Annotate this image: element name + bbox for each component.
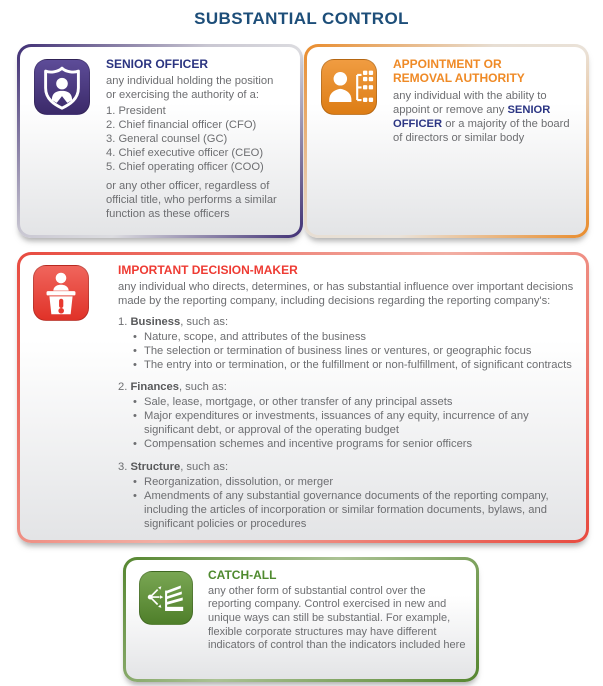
decision-section-business xyxy=(118,315,580,372)
senior-officer-intro: any individual holding the position or exercising the authority of a: xyxy=(106,74,274,101)
bullet-item: • Sale, lease, mortgage, or other transfer of any principal assets xyxy=(132,395,580,409)
bullet-item: • The entry into or termination, or the fulfillment or non-fulfillment, of significant contracts xyxy=(132,358,580,372)
list-item: Chief financial officer (CFO) xyxy=(118,118,257,131)
page-title: SUBSTANTIAL CONTROL xyxy=(194,9,409,28)
bullet-item: • Major expenditures or investments, issuances of any equity, incurrence of any significant debt, or approval of the operating budget xyxy=(132,409,574,437)
catch-all-body: any other form of substantial control over the reporting company. Control exercised in new and unique ways can still be substantial. For example, flexible corporate structures may have different indicators of control than the indicators included here xyxy=(208,584,466,652)
podium-alert-icon xyxy=(33,265,89,321)
list-item: President xyxy=(118,104,166,117)
catch-all-card xyxy=(123,557,479,682)
section-label: Finances xyxy=(130,381,179,394)
bullet-item: • The selection or termination of business lines or ventures, or geographic focus xyxy=(132,344,580,358)
appointment-removal-card xyxy=(304,44,589,238)
section-suffix: , such as: xyxy=(178,381,227,394)
list-item: Chief executive officer (CEO) xyxy=(118,147,264,160)
decision-sections xyxy=(118,315,580,531)
shield-person-icon xyxy=(34,59,90,115)
senior-officer-list xyxy=(106,104,288,175)
section-suffix: , such as: xyxy=(180,315,229,328)
section-suffix: , such as: xyxy=(180,460,229,473)
decision-section-structure xyxy=(118,460,580,531)
senior-officer-footer: or any other officer, regardless of official title, who performs a similar function as these officers xyxy=(106,180,277,221)
senior-officer-card xyxy=(17,44,303,238)
catch-all-heading: CATCH-ALL xyxy=(208,568,277,582)
network-building-icon xyxy=(139,571,193,625)
senior-officer-heading: SENIOR OFFICER xyxy=(106,57,209,71)
decision-maker-intro: any individual who directs, determines, or has substantial influence over important decisions made by the reporting company, including decisions regarding the reporting company's: xyxy=(118,280,574,307)
decision-maker-heading: IMPORTANT DECISION-MAKER xyxy=(118,263,298,277)
senior-officer-reference: SENIOR OFFICER xyxy=(393,103,551,130)
section-label: Business xyxy=(130,315,181,328)
appointment-body xyxy=(393,89,573,145)
list-item: General counsel (GC) xyxy=(118,133,228,146)
bullet-item: • Nature, scope, and attributes of the business xyxy=(132,330,580,344)
appointment-body-post: or a majority of the board of directors or similar body xyxy=(393,117,570,144)
bullet-item: • Amendments of any substantial governance documents of the reporting company, including the articles of incorporation or similar formation documents, bylaws, and significant policies or procedures xyxy=(132,489,586,531)
list-item: Chief operating officer (COO) xyxy=(118,161,264,174)
person-hierarchy-icon xyxy=(321,59,377,115)
appointment-heading: APPOINTMENT OR REMOVAL AUTHORITY xyxy=(393,57,525,85)
bullet-item: • Compensation schemes and incentive programs for senior officers xyxy=(132,437,580,451)
appointment-body-pre: any individual with the ability to appoint or remove any xyxy=(393,89,547,116)
section-label: Structure xyxy=(130,460,181,473)
decision-section-finances xyxy=(118,380,580,451)
important-decision-maker-card xyxy=(17,252,589,543)
bullet-item: • Reorganization, dissolution, or merger xyxy=(132,475,580,489)
